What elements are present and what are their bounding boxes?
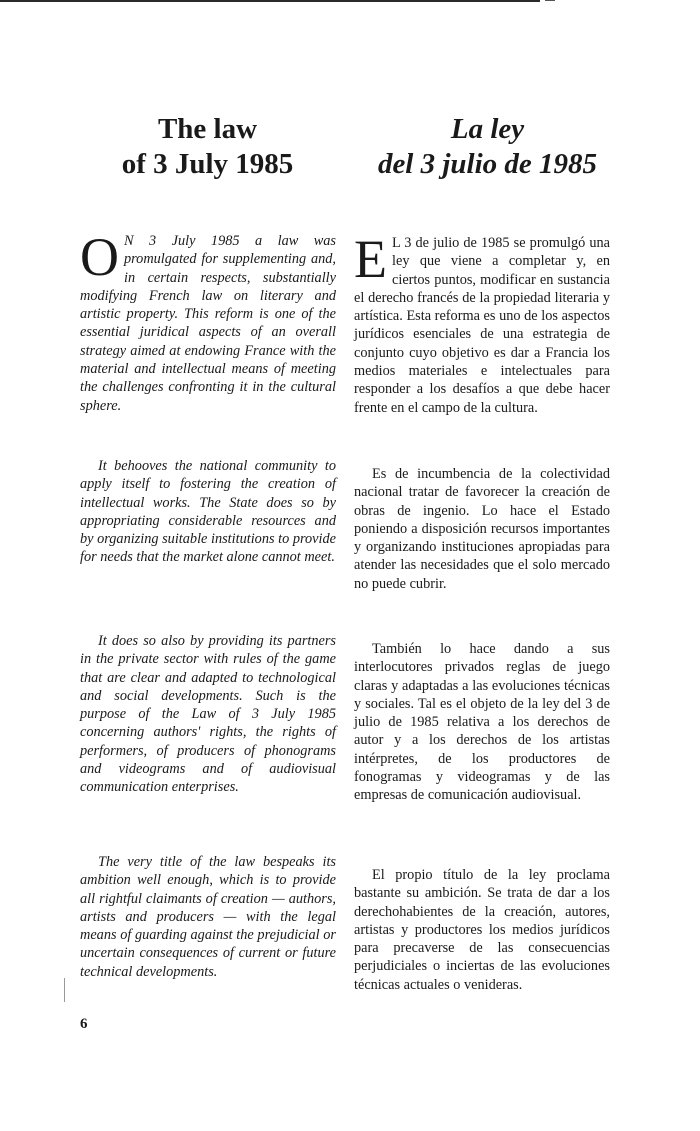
- title-english: [90, 112, 325, 182]
- spanish-paragraph-3: [354, 640, 610, 805]
- english-paragraph-1-text: N 3 July 1985 a law was promulgated for supplementing and, in certain respects, substantially modifying French law on literary and artistic property. This reform is one of the essential juridical aspects of an overall strategy aimed at endowing France with the material and intellectual means of meeting the challenges confronting it in the cultural sphere.: [80, 233, 336, 414]
- spanish-paragraph-1: [354, 229, 610, 417]
- english-drop-cap: O: [80, 227, 119, 287]
- top-rule-tail: [545, 0, 555, 1]
- english-paragraph-1: [80, 227, 336, 415]
- top-rule: [0, 0, 540, 2]
- english-paragraph-2: [80, 457, 336, 567]
- spanish-drop-cap: E: [354, 229, 387, 289]
- english-paragraph-2-text: It behooves the national community to apply itself to fostering the creation of intellectual works. The State does so by appropriating considerable resources and by organizing suitable institutions to provide for needs that the market alone cannot meet.: [80, 458, 336, 566]
- spanish-paragraph-4: [354, 866, 610, 994]
- spanish-paragraph-2-text: Es de incumbencia de la colectividad nacional tratar de favorecer la creación de obras de ingenio. Lo hace el Estado poniendo a disposición recursos importantes y organizando instituciones apropiadas para atender las necesidades que el solo mercado no puede cubrir.: [354, 466, 610, 592]
- spanish-paragraph-1-text: L 3 de julio de 1985 se promulgó una ley que viene a completar y, en ciertos puntos, modificar en sustancia el derecho francés de la propiedad literaria y artística. Esta reforma es uno de los aspectos jurídicos esenciales de una estrategia de conjunto cuyo objetivo es dar a Francia los medios materiales e intelectuales para responder a los desafíos a que debe hacer frente en el campo de la cultura.: [354, 235, 610, 416]
- title-spanish: [350, 112, 625, 182]
- english-paragraph-4: [80, 853, 336, 981]
- english-paragraph-3-text: It does so also by providing its partners in the private sector with rules of the game that are clear and adapted to technological and social developments. Such is the purpose of the Law of 3 July 1985 concerning authors' rights, the rights of performers, of producers of phonograms and videograms and of audiovisual communication enterprises.: [80, 633, 336, 796]
- page-number: 6: [80, 1016, 88, 1032]
- spanish-paragraph-2: [354, 465, 610, 593]
- title-english-line2: of 3 July 1985: [121, 148, 294, 180]
- title-english-line1: The law: [157, 113, 258, 145]
- spanish-paragraph-4-text: El propio título de la ley proclama bastante su ambición. Se trata de dar a los derechohabientes de la creación, autores, artistas y productores los medios jurídicos para precaverse de las consecuencias perjudiciales o inciertas de las evoluciones técnicas actuales o venideras.: [354, 867, 610, 993]
- spanish-paragraph-3-text: También lo hace dando a sus interlocutores privados reglas de juego claras y adaptadas a las evoluciones técnicas y sociales. Tal es el objeto de la ley del 3 de julio de 1985 relativa a los derechos de autor y a los derechos de los artistas intérpretes, de los productores de fonogramas y videogramas y de las empresas de comunicación audiovisual.: [354, 641, 610, 804]
- english-paragraph-4-text: The very title of the law bespeaks its ambition well enough, which is to provide all rightful claimants of creation — authors, artists and producers — with the legal means of guarding against the prejudicial or uncertain consequences of current or future technical developments.: [80, 854, 336, 980]
- margin-mark: [64, 978, 65, 1002]
- english-paragraph-3: [80, 632, 336, 797]
- title-spanish-line2: del 3 julio de 1985: [377, 148, 598, 180]
- title-spanish-line1: La ley: [450, 113, 525, 145]
